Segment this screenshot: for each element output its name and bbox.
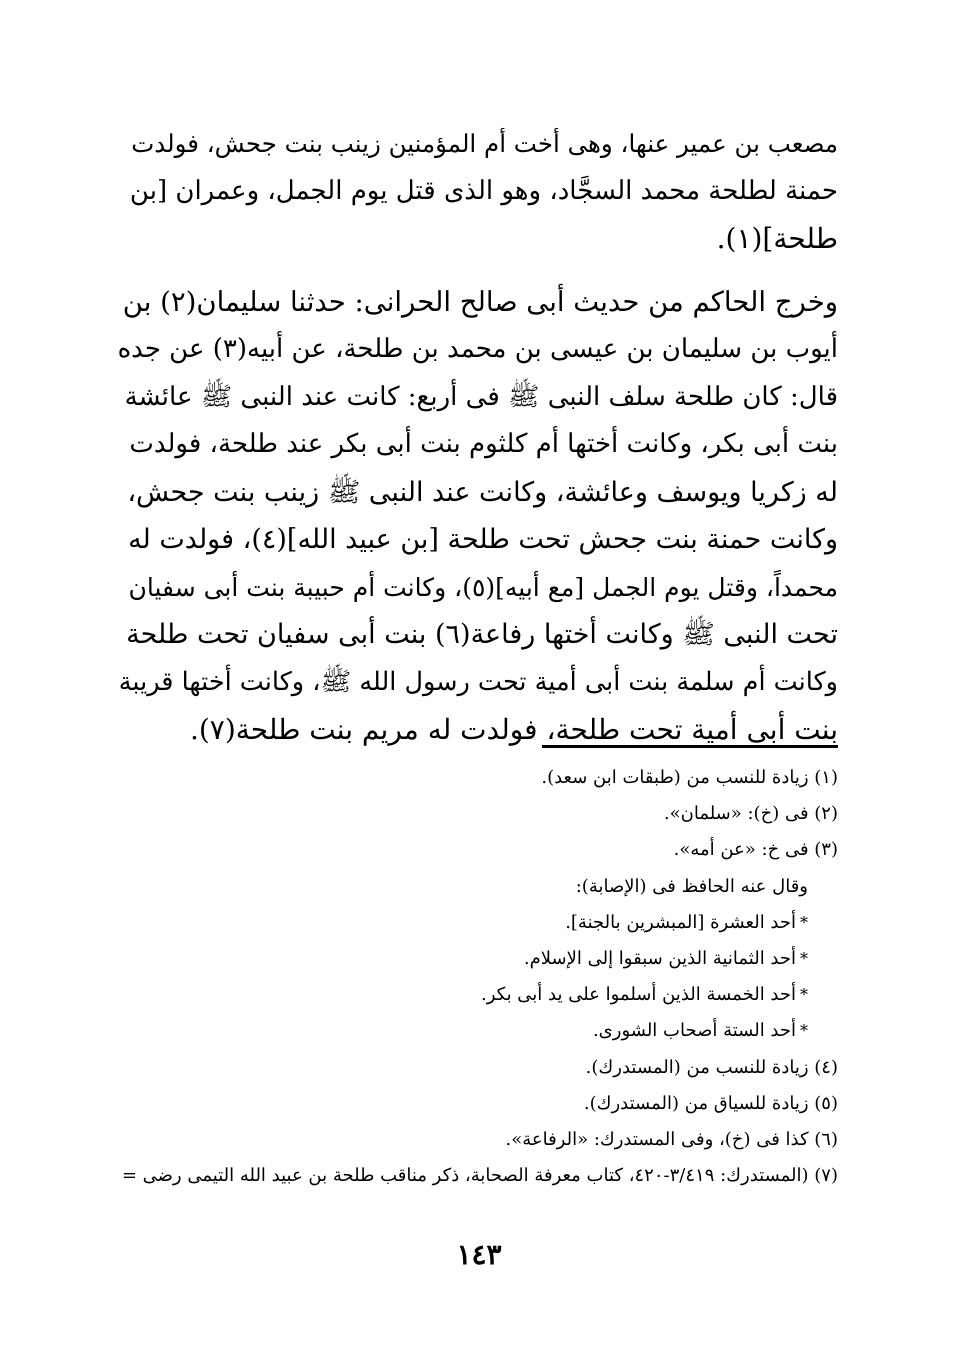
footnote-3: (٣) فى خ: «عن أمه». bbox=[673, 839, 838, 861]
text-line: تحت النبى ﷺ وكانت أختها رفاعة(٦) بنت أبى سفيان تحت طلحة bbox=[126, 619, 838, 650]
footnote-5: (٥) زيادة للسياق من (المستدرك). bbox=[583, 1092, 838, 1114]
footnote-3-quote: وقال عنه الحافظ فى (الإصابة): bbox=[575, 875, 808, 897]
footnote-3-bullet bbox=[118, 941, 838, 977]
bullet-text: أحد الخمسة الذين أسلموا على يد أبى بكر. bbox=[480, 984, 796, 1006]
text-line: وكانت حمنة بنت جحش تحت طلحة [بن عبيد الله](٤)، فولدت له bbox=[128, 524, 838, 555]
text-line: بنت أبى بكر، وكانت أختها أم كلثوم بنت أبى بكر عند طلحة، فولدت bbox=[129, 429, 838, 459]
footnote-7: (٧) (المستدرك: ٣/٤١٩-٤٢٠، كتاب معرفة الصحابة، ذكر مناقب طلحة بن عبيد الله التيمى رضى = bbox=[121, 1165, 838, 1187]
text-line: حمنة لطلحة محمد السجَّاد، وهو الذى قتل يوم الجمل، وعمران [بن bbox=[129, 175, 838, 206]
paragraph-1 bbox=[118, 120, 838, 263]
footnote-separator bbox=[542, 745, 838, 748]
text-line: محمداً، وقتل يوم الجمل [مع أبيه](٥)، وكانت أم حبيبة بنت أبى سفيان bbox=[128, 572, 838, 602]
text-line: بنت أبى أمية تحت طلحة، فولدت له مريم بنت طلحة(٧). bbox=[189, 713, 838, 746]
text-line: وخرج الحاكم من حديث أبى صالح الحرانى: حدثنا سليمان(٢) بن bbox=[122, 285, 838, 318]
bullet-star-icon: * bbox=[800, 1021, 808, 1041]
footnote-6: (٦) كذا فى (خ)، وفى المستدرك: «الرفاعة». bbox=[505, 1129, 838, 1151]
bullet-text: أحد الستة أصحاب الشورى. bbox=[592, 1020, 796, 1042]
text-line: قال: كان طلحة سلف النبى ﷺ فى أربع: كانت عند النبى ﷺ عائشة bbox=[124, 381, 838, 412]
main-text bbox=[118, 120, 838, 754]
footnote-2: (٢) فى (خ): «سلمان». bbox=[663, 803, 838, 825]
bullet-star-icon: * bbox=[800, 985, 808, 1005]
bullet-text: أحد الثمانية الذين سبقوا إلى الإسلام. bbox=[523, 948, 796, 970]
footnote-3-bullet bbox=[118, 905, 838, 941]
footnote-3-bullet bbox=[118, 977, 838, 1013]
text-line: مصعب بن عمير عنها، وهى أخت أم المؤمنين زينب بنت جحش، فولدت bbox=[131, 129, 838, 158]
text-line: وكانت أم سلمة بنت أبى أمية تحت رسول الله ﷺ، وكانت أختها قريبة bbox=[118, 666, 838, 697]
text-line: له زكريا ويوسف وعائشة، وكانت عند النبى ﷺ زينب بنت جحش، bbox=[127, 476, 838, 508]
footnote-4: (٤) زيادة للنسب من (المستدرك). bbox=[585, 1056, 838, 1078]
text-line: طلحة](١). bbox=[716, 222, 838, 255]
footnotes bbox=[118, 760, 838, 1194]
text-line: أيوب بن سليمان بن عيسى بن محمد بن طلحة، عن أبيه(٣) عن جده bbox=[117, 334, 838, 364]
bullet-star-icon: * bbox=[800, 949, 808, 969]
bullet-star-icon: * bbox=[800, 912, 808, 932]
bullet-text: أحد العشرة [المبشرين بالجنة]. bbox=[565, 911, 796, 933]
footnote-3-bullet bbox=[118, 1013, 838, 1049]
footnote-1: (١) زيادة للنسب من (طبقات ابن سعد). bbox=[541, 767, 838, 788]
paragraph-2 bbox=[118, 279, 838, 754]
page-number: ١٤٣ bbox=[456, 1238, 502, 1271]
